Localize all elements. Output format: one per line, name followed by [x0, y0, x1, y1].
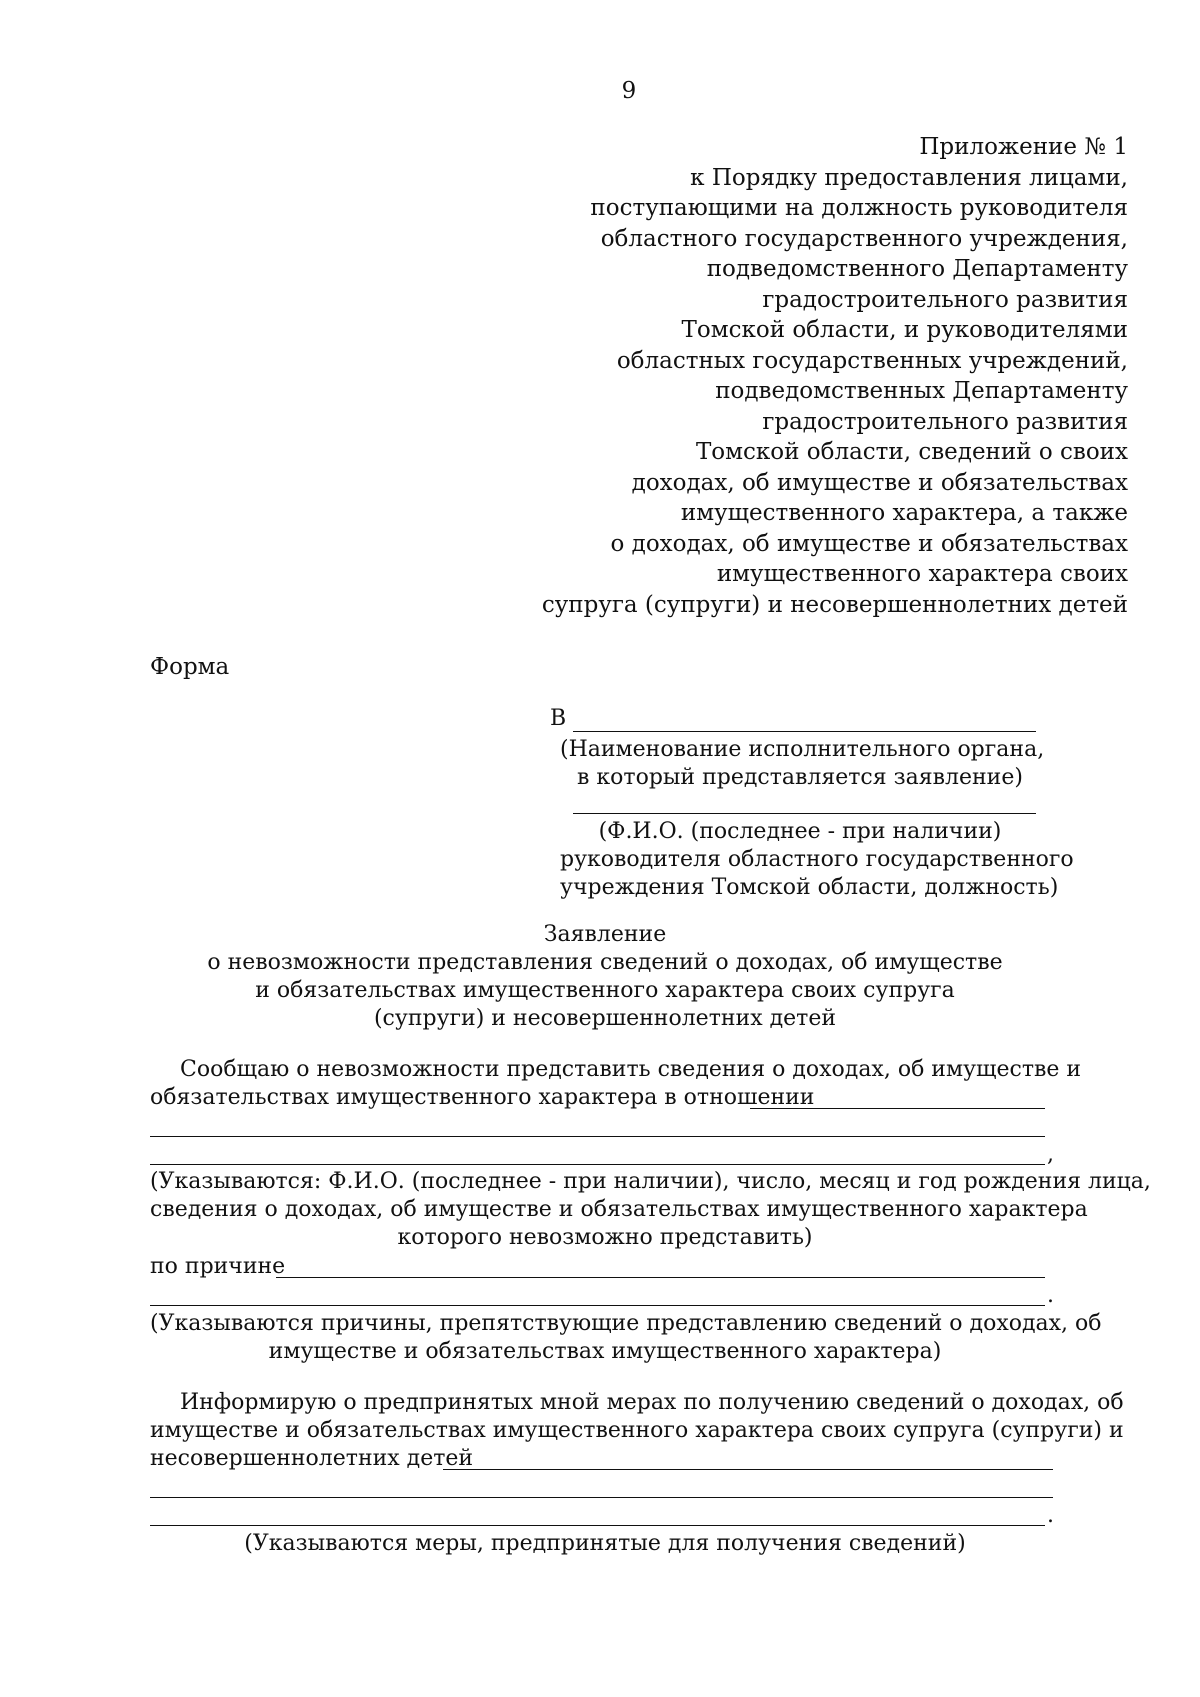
addressee-org-caption: (Наименование исполнительного органа, в который представляется заявление): [560, 737, 1045, 790]
section3-measures-field[interactable]: [443, 1469, 1053, 1470]
section2-caption: (Указываются причины, препятствующие представлению сведений о доходах, об имуществе и обязательствах имущественного характера): [150, 1311, 1102, 1364]
appendix-line: имущественного характера своих: [716, 561, 1128, 587]
appendix-line: градостроительного развития: [762, 286, 1128, 313]
addressee-org-field[interactable]: [573, 731, 1036, 732]
appendix-line: подведомственного Департаменту: [706, 256, 1128, 282]
appendix-line: к Порядку предоставления лицами,: [690, 164, 1128, 191]
section2-period: .: [1047, 1283, 1054, 1308]
section3-measures-field-line2[interactable]: [150, 1497, 1053, 1498]
section2-label: по причине: [150, 1254, 286, 1279]
section3-text-line3: несовершеннолетних детей: [150, 1446, 474, 1471]
statement-title: Заявление: [543, 922, 667, 947]
section3-period: .: [1047, 1503, 1054, 1528]
appendix-line: подведомственных Департаменту: [715, 378, 1128, 404]
appendix-line: Томской области, и руководителями: [681, 317, 1128, 343]
section1-text-line2: обязательствах имущественного характера в отношении: [150, 1085, 815, 1110]
appendix-line: областного государственного учреждения,: [600, 225, 1128, 252]
section3-measures-field-line3[interactable]: [150, 1525, 1045, 1526]
section1-person-field-line2[interactable]: [150, 1136, 1045, 1137]
page-number: 9: [621, 78, 637, 104]
appendix-line: доходах, об имуществе и обязательствах: [631, 469, 1128, 496]
appendix-line: градостроительного развития: [762, 408, 1128, 435]
addressee-name-field[interactable]: [573, 813, 1036, 814]
appendix-line: областных государственных учреждений,: [616, 347, 1128, 374]
section1-caption: (Указываются: Ф.И.О. (последнее - при наличии), число, месяц и год рождения лица, сведения о доходах, об имуществе и обязательствах имущественного характера которого невозможно представить): [150, 1169, 1151, 1250]
appendix-line: поступающими на должность руководителя: [590, 195, 1128, 221]
form-label: Форма: [150, 654, 230, 680]
section2-reason-field-line2[interactable]: [150, 1305, 1045, 1306]
section1-comma: ,: [1047, 1142, 1054, 1167]
appendix-line: Томской области, сведений о своих: [695, 439, 1128, 465]
appendix-line: Приложение № 1: [919, 134, 1128, 160]
appendix-header: [542, 132, 1128, 620]
section1-person-field-line3[interactable]: [150, 1164, 1045, 1165]
section3-caption: (Указываются меры, предпринятые для получения сведений): [244, 1531, 966, 1556]
section1-person-field[interactable]: [750, 1108, 1045, 1109]
section1-text-line1: Сообщаю о невозможности представить сведения о доходах, об имуществе и: [180, 1057, 1082, 1082]
section2-reason-field[interactable]: [276, 1277, 1045, 1278]
appendix-line: о доходах, об имуществе и обязательствах: [610, 530, 1128, 557]
addressee-name-caption: (Ф.И.О. (последнее - при наличии) руководителя областного государственного учреждения Томской области, должность): [560, 819, 1074, 900]
statement-heading: Заявление о невозможности представления сведений о доходах, об имуществе и обязательствах имущественного характера своих супруга (супруги) и несовершеннолетних детей: [150, 921, 1060, 1033]
addressee-prefix: В: [550, 706, 567, 731]
section3-text-line2: имуществе и обязательствах имущественного характера своих супруга (супруги) и: [150, 1418, 1124, 1443]
appendix-line: супруга (супруги) и несовершеннолетних детей: [541, 591, 1128, 618]
appendix-line: имущественного характера, а также: [680, 500, 1128, 526]
section3-text-line1: Информирую о предпринятых мной мерах по получению сведений о доходах, об: [180, 1390, 1124, 1415]
